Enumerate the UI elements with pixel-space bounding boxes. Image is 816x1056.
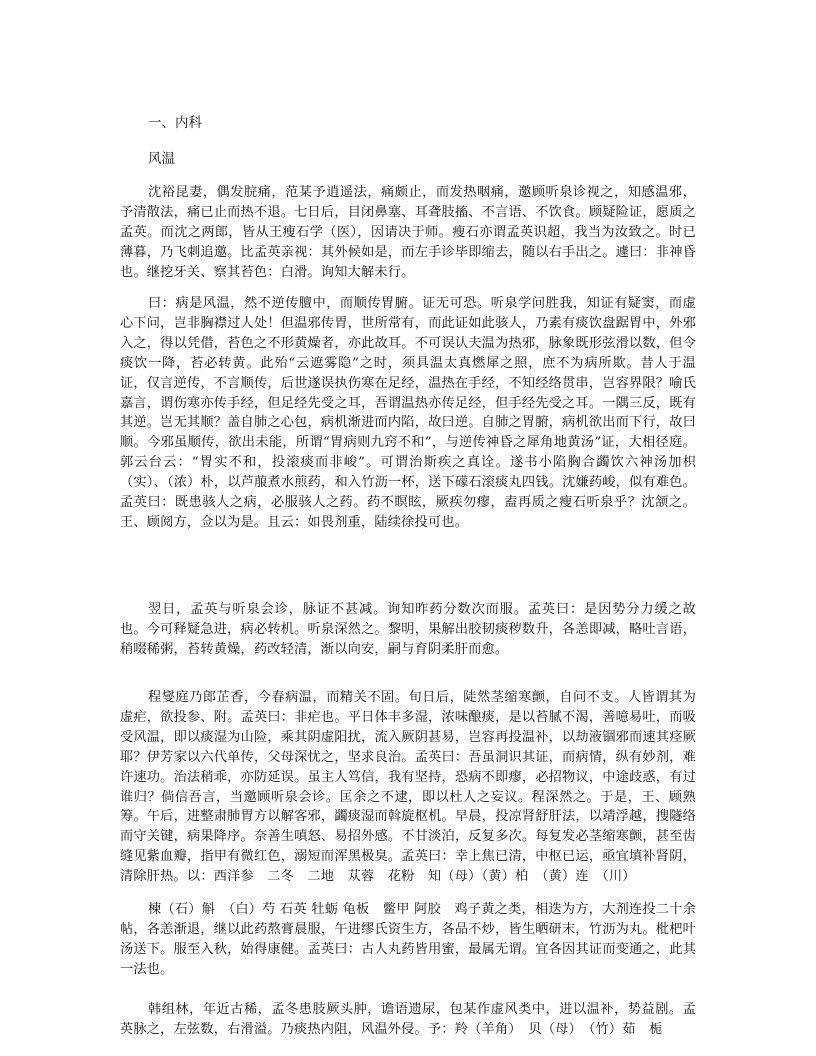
paragraph-2: 曰：病是风温，然不逆传膻中，而顺传胃腑。证无可恐。听泉学问胜我，知证有疑窦，而虚心下问，岂非胸襟过人处！但温邪传胃，世所常有，而此证如此骇人，乃素有痰饮盘踞胃中，外邪入之，得以凭借，苔色之不形黄燥者，亦此故耳。不可误认夫温为热邪，脉象既形弦滑以数，但令痰饮一降，苔必转黄。此殆“云遮雾隐”之时，须具温太真燃犀之照，庶不为病所欺。昔人于温证，仅言逆传，不言顺传，后世遂误执伤寒在足经，温热在手经，不知经络贯串，岂容界限？喻氏嘉言，谓伤寒亦传手经，但足经先受之耳，吾谓温热亦传足经，但手经先受之耳。一隅三反，既有其逆。岂无其顺？盖自肺之心包，病机渐进而内陷，故曰逆。自肺之胃腑，病机欲出而下行，故曰顺。今邪虽顺传，欲出未能，所谓“胃病则九窍不和”，与逆传神昏之犀角地黄汤”证，大相径庭。郭云台云：“胃实不和，投滚痰而非峻”。可谓治斯疾之真诠。遂书小陷胸合蠲饮六神汤加枳（实）、（浓）朴，以芦菔煮水煎药，和入竹沥一杯，送下礞石滚痰丸四钱。沈嫌药峻，似有难色。孟英曰：既患骇人之病，必服骇人之药。药不瞑眩，厥疾勿瘳，盍再质之瘦石听泉乎？沈颔之。王、顾阅方，佥以为是。且云：如畏剂重，陆续徐投可也。	[120, 296, 696, 530]
section-title: 一、内科	[148, 115, 202, 131]
subsection-title: 风温	[148, 151, 175, 167]
paragraph-1: 沈裕昆妻，偶发脘痛，范某予逍遥法，痛颇止，而发热咽痛，邀顾听泉诊视之，知感温邪，予清散法，痛已止而热不退。七日后，目闭鼻塞、耳聋肢搐、不言语、不饮食。顾疑险证，愿质之孟英。而沈之两郎，皆从王瘦石学（医），因请决于师。瘦石亦谓孟英识超，我当为汝致之。时已薄暮，乃飞刺追邀。比孟英亲视：其外候如是，而左手诊毕即缩去，随以右手出之。遽曰：非神昏也。继挖牙关、察其苔色：白滑。询知大解未行。	[120, 185, 696, 280]
paragraph-4: 程燮庭乃郎芷香，今春病温，而精关不固。旬日后，陡然茎缩寒颤，自问不支。人皆谓其为虚疟，欲投参、附。孟英曰：非疟也。平日体丰多湿，浓味酿痰，是以苔腻不渴，善噫易吐，而吸受风温，即以痰湿为山险，乘其阴虚阳扰，流入厥阴甚易，岂容再投温补，以劫液锢邪而速其痉厥耶？伊芳家以六代单传，父母深忧之，坚求良治。孟英曰：吾虽洞识其证，而病情，纵有妙剂，难许速功。治法稍乖，亦防延误。虽主人笃信，我有坚持，恐病不即瘳，必招物议，中途歧惑，有过谁归？倘信吾言，当邀顾听泉会诊。匡余之不逮，即以杜人之妄议。程深然之。于是，王、顾熟筹。午后，进整肃肺胃方以解客邪，蠲痰湿而斡旋枢机。早晨，投凉肾舒肝法，以靖浮越，搜隧络而守关键，病果降序。奈善生嗔怒、易招外感。不甘淡泊，反复多次。每复发必茎缩寒颤，甚至齿缝见紫血瓣，指甲有微红色，溺短而浑黑极臭。孟英曰：幸上焦已清，中枢已运，亟宜填补肾阴，清除肝热。以：西洋参 二冬 二地 苁蓉 花粉 知（母）（黄）柏 （黄）连 （川）	[120, 690, 696, 885]
paragraph-5: 楝（石）斛 （白）芍 石英 牡蛎 龟板 鳖甲 阿胶 鸡子黄之类，相迭为方，大剂连投二十余帖，各恙渐退，继以此药熬膏晨服，午进缪氏资生方，各品不炒，皆生晒研末，竹沥为丸。枇杷叶汤送下。服至入秋，始得康健。孟英曰：古人丸药皆用蜜，最属无谓。宜各因其证而变通之，此其一法也。	[120, 902, 696, 977]
paragraph-6: 韩组林，年近古稀，孟冬患肢厥头肿，谵语遗尿，包某作虚风类中，进以温补，势益剧。孟英脉之，左弦数，右滑溢。乃痰热内阻，风温外侵。予：羚（羊角） 贝（母） （竹）茹 栀	[120, 1002, 696, 1037]
paragraph-3: 翌日，孟英与听泉会诊，脉证不甚减。询知昨药分数次而服。孟英曰：是因势分力缓之故也。今可释疑急进，病必转机。听泉深然之。黎明，果解出胶韧痰秽数升，各恙即减，略吐言语，稍啜稀粥，苔转黄燥，药改轻清，渐以向安，嗣与育阴柔肝而愈。	[120, 602, 696, 657]
